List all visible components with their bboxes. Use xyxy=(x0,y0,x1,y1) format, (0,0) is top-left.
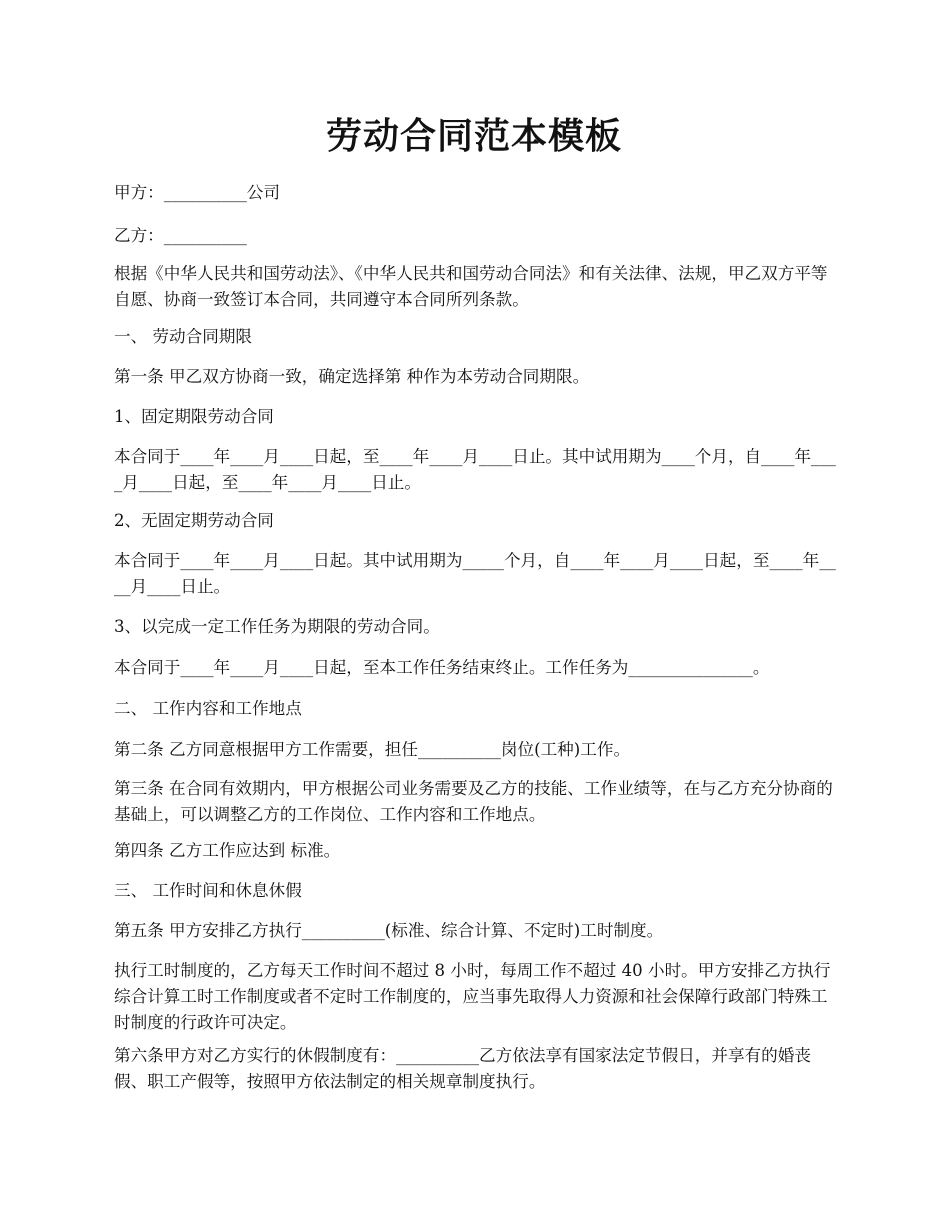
article-3: 第三条 在合同有效期内，甲方根据公司业务需要及乙方的技能、工作业绩等，在与乙方充分协商的基础上，可以调整乙方的工作岗位、工作内容和工作地点。 xyxy=(114,779,833,824)
subheading-fixed-term: 1、固定期限劳动合同 xyxy=(114,407,274,426)
section-heading-contract-term: 一、 劳动合同期限 xyxy=(114,327,253,346)
article-2: 第二条 乙方同意根据甲方工作需要，担任__________岗位(工种)工作。 xyxy=(114,740,631,759)
fixed-term-paragraph: 本合同于____年____月____日起，至____年____月____日止。其中试用期为____个月，自____年____月____日起，至____年____月____日止。 xyxy=(114,447,836,492)
section-heading-working-hours: 三、 工作时间和休息休假 xyxy=(114,881,302,900)
working-hours-paragraph: 执行工时制度的，乙方每天工作时间不超过 8 小时，每周工作不超过 40 小时。甲方安排乙方执行综合计算工时工作制度或者不定时工作制度的，应当事先取得人力资源和社会保障行政部门特殊工时制度的行政许可决定。 xyxy=(114,961,831,1032)
article-6: 第六条甲方对乙方实行的休假制度有：__________乙方依法享有国家法定节假日，并享有的婚丧假、职工产假等，按照甲方依法制定的相关规章制度执行。 xyxy=(114,1046,811,1091)
open-ended-paragraph: 本合同于____年____月____日起。其中试用期为_____个月，自____年____月____日起，至____年____月____日止。 xyxy=(114,551,836,596)
article-1: 第一条 甲乙双方协商一致，确定选择第 种作为本劳动合同期限。 xyxy=(114,367,590,386)
party-b-line: 乙方：__________ xyxy=(114,226,247,245)
task-based-paragraph: 本合同于____年____月____日起，至本工作任务结束终止。工作任务为_______________。 xyxy=(114,658,770,677)
section-heading-work-content: 二、 工作内容和工作地点 xyxy=(114,699,302,718)
preamble-paragraph: 根据《中华人民共和国劳动法》、《中华人民共和国劳动合同法》和有关法律、法规，甲乙双方平等自愿、协商一致签订本合同，共同遵守本合同所列条款。 xyxy=(114,264,828,309)
subheading-open-ended: 2、无固定期劳动合同 xyxy=(114,511,274,530)
subheading-task-based: 3、以完成一定工作任务为期限的劳动合同。 xyxy=(114,617,440,636)
article-5: 第五条 甲方安排乙方执行__________(标准、综合计算、不定时)工时制度。 xyxy=(114,921,664,940)
article-4: 第四条 乙方工作应达到 标准。 xyxy=(114,841,341,860)
document-title: 劳动合同范本模板 xyxy=(325,115,622,157)
party-a-line: 甲方：__________公司 xyxy=(114,183,280,202)
